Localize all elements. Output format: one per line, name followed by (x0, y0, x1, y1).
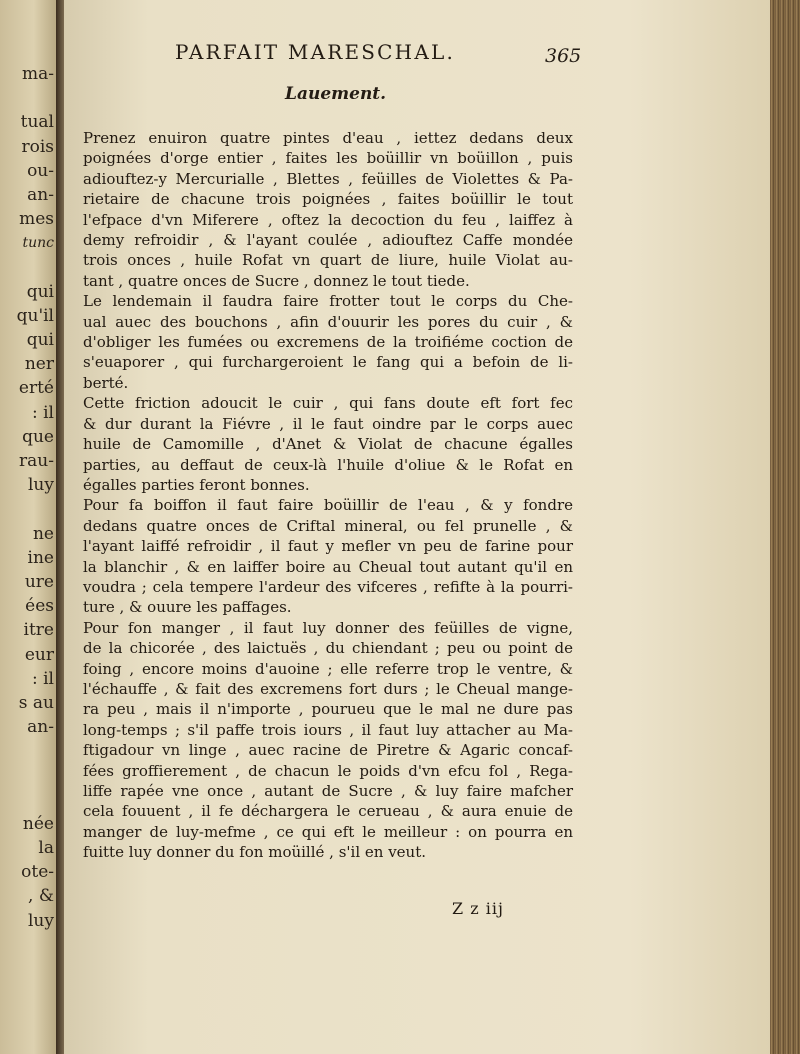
text-line: poignées d'orge entier , faites les boüillir vn boüillon , puis (83, 149, 573, 168)
margin-fragment: née (22, 813, 54, 834)
text-line: cela fouuent , il fe déchargera le cerueau , & aura enuie de (83, 802, 573, 821)
running-title: PARFAIT MARESCHAL. (175, 40, 456, 64)
margin-fragment: an- (27, 717, 54, 738)
margin-fragment: rois (21, 136, 54, 157)
text-line: fées groffierement , de chacun le poids d'vn efcu fol , Rega- (83, 761, 573, 780)
text-line: Cette friction adoucit le cuir , qui fans doute eft fort fec (83, 394, 573, 413)
text-line: tant , quatre onces de Sucre , donnez le tout tiede. (83, 271, 470, 290)
text-line: Pour fa boiffon il faut faire boüillir de l'eau , & y fondre (83, 496, 573, 515)
text-line: rietaire de chacune trois poignées , faites boüillir le tout (83, 190, 573, 209)
margin-fragment: tual (20, 112, 54, 133)
text-line: ra peu , mais il n'importe , pourueu que le mal ne dure pas (83, 700, 573, 719)
margin-fragment (0, 788, 56, 812)
text-line: voudra ; cela tempere l'ardeur des vifceres , refifte à la pourri- (83, 577, 573, 596)
text-line: manger de luy-mefme , ce qui eft le meilleur : on pourra en (83, 822, 573, 841)
margin-fragment: luy (28, 475, 54, 496)
text-line: la blanchir , & en laiffer boire au Cheual tout autant qu'il en (83, 557, 573, 576)
text-line: l'échauffe , & fait des excremens fort durs ; le Cheual mange- (83, 679, 573, 698)
margin-fragment: eur (24, 644, 54, 665)
text-line: Prenez enuiron quatre pintes d'eau , iettez dedans deux (83, 129, 573, 147)
text-line: fuitte luy donner du fon moüillé , s'il en veut. (83, 843, 427, 862)
text-line: ftigadour vn linge , auec racine de Piretre & Agaric concaf- (83, 741, 573, 760)
text-line: l'efpace d'vn Miferere , oftez la decoction du feu , laiffez à (83, 210, 573, 229)
margin-fragment: luy (28, 910, 54, 931)
margin-fragment: itre (23, 620, 54, 641)
paragraph (83, 495, 573, 617)
margin-fragment: , & (28, 886, 54, 907)
margin-fragment: an- (27, 184, 54, 205)
text-line: foing , encore moins d'auoine ; elle referre trop le ventre, & (83, 659, 573, 678)
text-line: égalles parties feront bonnes. (83, 475, 310, 494)
text-line: adiouftez-y Mercurialle , Blettes , feüilles de Violettes & Pa- (83, 169, 573, 188)
margin-fragment: : il (31, 402, 54, 423)
margin-fragment: erté (18, 378, 54, 399)
text-line: Le lendemain il faudra faire frotter tout le corps du Che- (83, 292, 573, 311)
margin-fragment: ine (27, 547, 54, 568)
margin-fragment: ma- (22, 64, 54, 84)
margin-fragment: tunc (22, 235, 54, 252)
margin-fragment: que (22, 426, 54, 447)
body-text (83, 128, 573, 863)
margin-fragment (0, 497, 56, 521)
margin-fragment (0, 256, 56, 280)
text-line: huile de Camomille , d'Anet & Violat de chacune égalles (83, 435, 573, 454)
margin-fragment: ure (24, 571, 54, 592)
left-margin-text (0, 62, 56, 933)
margin-fragment: qui (26, 330, 54, 351)
text-line: s'euaporer , qui furchargeroient le fang qui a befoin de li- (83, 353, 573, 372)
text-line: de la chicorée , des laictuës , du chiendant ; peu ou point de (83, 639, 573, 658)
margin-fragment: ou- (27, 160, 54, 181)
text-line: d'obliger les fumées ou excremens de la troifiéme coction de (83, 333, 573, 352)
text-line: demy refroidir , & l'ayant coulée , adiouftez Caffe mondée (83, 231, 573, 250)
margin-fragment: la (38, 838, 54, 858)
paragraph (83, 128, 573, 291)
text-line: Pour fon manger , il faut luy donner des feüilles de vigne, (83, 618, 573, 637)
signature-mark: Z z iij (452, 899, 504, 918)
margin-fragment: ner (24, 354, 54, 375)
page-edges (770, 0, 800, 1054)
paragraph (83, 393, 573, 495)
section-title: Lauement. (285, 84, 387, 104)
margin-fragment: ées (25, 596, 54, 617)
page-number: 365 (545, 45, 582, 67)
text-line: dedans quatre onces de Criftal mineral, ou fel prunelle , & (83, 516, 573, 535)
margin-fragment: qu'il (16, 305, 54, 326)
margin-fragment (0, 763, 56, 787)
margin-fragment: s au (18, 692, 54, 713)
paragraph (83, 291, 573, 393)
margin-fragment: ote- (21, 862, 54, 883)
margin-fragment (0, 739, 56, 763)
margin-fragment: rau- (19, 451, 54, 471)
text-line: parties, au deffaut de ceux-là l'huile d'oliue & le Rofat en (83, 455, 573, 474)
text-line: ture , & ouure les paffages. (83, 598, 292, 617)
margin-fragment: qui (26, 281, 54, 302)
text-line: trois onces , huile Rofat vn quart de liure, huile Violat au- (83, 251, 573, 270)
left-page-edge (0, 0, 56, 1054)
margin-fragment: ne (32, 523, 54, 544)
margin-fragment: mes (19, 209, 54, 230)
margin-fragment (0, 86, 56, 110)
paragraph (83, 618, 573, 863)
text-line: long-temps ; s'il paffe trois iours , il faut luy attacher au Ma- (83, 720, 573, 739)
text-line: ual auec des bouchons , afin d'ouurir les pores du cuir , & (83, 312, 573, 331)
margin-fragment: : il (31, 668, 54, 689)
text-line: berté. (83, 373, 129, 392)
text-line: l'ayant laiffé refroidir , il faut y mefler vn peu de farine pour (83, 537, 573, 556)
text-line: & dur durant la Fiévre , il le faut oindre par le corps auec (83, 414, 573, 433)
text-line: liffe rapée vne once , autant de Sucre , & luy faire mafcher (83, 782, 573, 800)
